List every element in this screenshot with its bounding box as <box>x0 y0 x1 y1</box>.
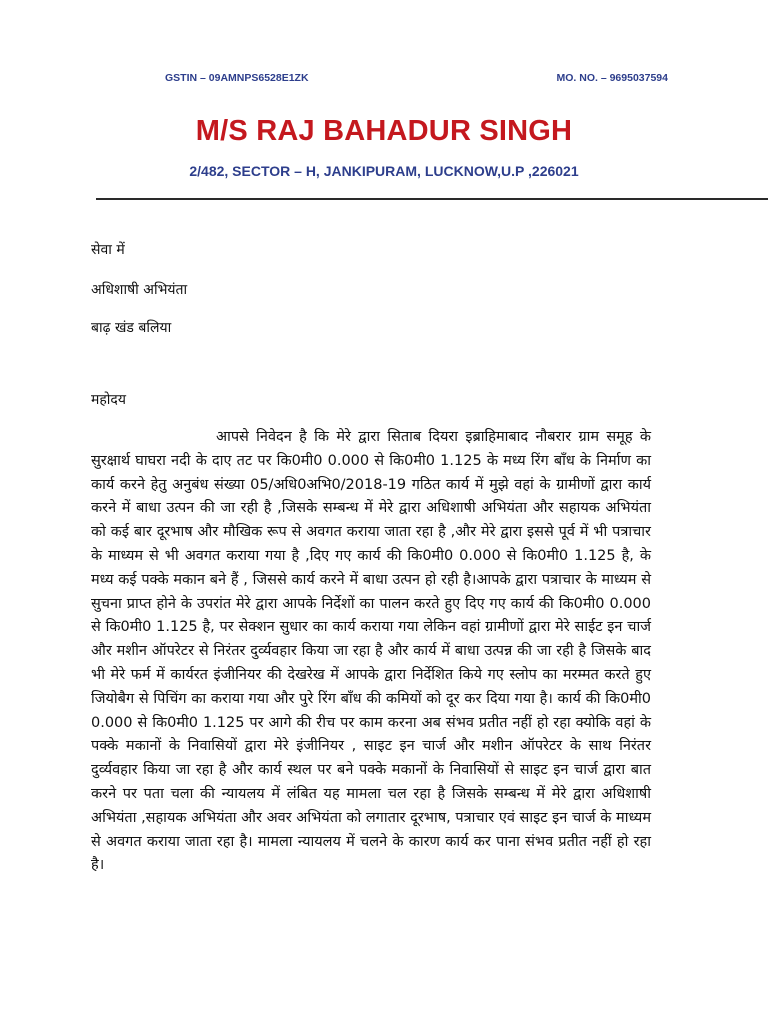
company-address: 2/482, SECTOR – H, JANKIPURAM, LUCKNOW,U.P ,226021 <box>189 163 579 179</box>
letter-body: आपसे निवेदन है कि मेरे द्वारा सिताब दियरा इब्राहिमाबाद नौबरार ग्राम समूह के सुरक्षार्थ घाघरा नदी के दाए तट पर कि0मी0 0.000 से कि0मी0 1.125 के मध्य रिंग बाँध के निर्माण का कार्य करने हेतु अनुबंध संख्या 05/अधि0अभि0/2018-19 गठित कार्य में मुझे वहां के ग्रामीणों द्वारा कार्य करने में बाधा उत्पन की जा रही है ,जिसके सम्बन्ध में मेरे द्वारा अधिशाषी अभियंता और सहायक अभियंता को कई बार दूरभाष और मौखिक रूप से अवगत कराया जाता रहा है ,और मेरे द्वारा इससे पूर्व में भी पत्राचार के माध्यम से भी अवगत कराया गया है ,दिए गए कार्य की कि0मी0 0.000 से कि0मी0 1.125 है, के मध्य कई पक्के मकान बने हैं , जिससे कार्य करने में बाधा उत्पन हो रही है।आपके द्वारा पत्राचार के माध्यम से सुचना प्राप्त होने के उपरांत मेरे द्वारा आपके निर्देशों का पालन करते हुए दिए गए कार्य की कि0मी0 0.000 से कि0मी0 1.125 है, पर सेक्शन सुधार का कार्य कराया गया लेकिन वहां ग्रामीणों द्वारा मेरे साईट इन चार्ज और मशीन ऑपरेटर से निरंतर दुर्व्यवहार किया जा रहा है और कार्य में बाधा उत्पन्न की जा रही है जिसके बाद भी मेरे फर्म में कार्यरत इंजीनियर की देखरेख में आपके द्वारा निर्देशित किये गए स्लोप का मरम्मत करते हुए जियोबैग से पिचिंग का कराया गया और पुरे रिंग बाँध की कमियों को दूर कर दिया गया है। कार्य की कि0मी0 0.000 से कि0मी0 1.125 पर आगे की रीच पर काम करना अब संभव प्रतीत नहीं हो रहा क्योकि वहां के पक्के मकानों के निवासियों द्वारा मेरे इंजीनियर , साइट इन चार्ज और मशीन ऑपरेटर के साथ निरंतर दुर्व्यवहार किया जा रहा है और कार्य स्थल पर बने पक्के मकानों के निवासियों से साइट इन चार्ज द्वारा बात करने पर पता चला की न्यायलय में लंबित यह मामला चल रहा है जिसके सम्बन्ध में मेरे द्वारा अधिशाषी अभियंता ,सहायक अभियंता और अवर अभियंता को लगातार दूरभाष, पत्राचार एवं साइट इन चार्ज के माध्यम से अवगत कराया जाता रहा है। मामला न्यायलय में चलने के कारण कार्य कर पाना संभव प्रतीत नहीं हो रहा है। <box>91 429 651 874</box>
recipient-line-3: बाढ़ खंड बलिया <box>91 320 172 336</box>
gstin-number: GSTIN – 09AMNPS6528E1ZK <box>165 72 309 84</box>
recipient-line-1: सेवा में <box>91 242 125 258</box>
letterhead <box>0 0 768 200</box>
letterhead-divider <box>96 198 768 200</box>
company-name: M/S RAJ BAHADUR SINGH <box>195 115 573 147</box>
mobile-number: MO. NO. – 9695037594 <box>556 72 668 84</box>
salutation: महोदय <box>91 392 126 408</box>
recipient-line-2: अधिशाषी अभियंता <box>91 282 188 298</box>
letterhead-top-row <box>165 72 668 84</box>
